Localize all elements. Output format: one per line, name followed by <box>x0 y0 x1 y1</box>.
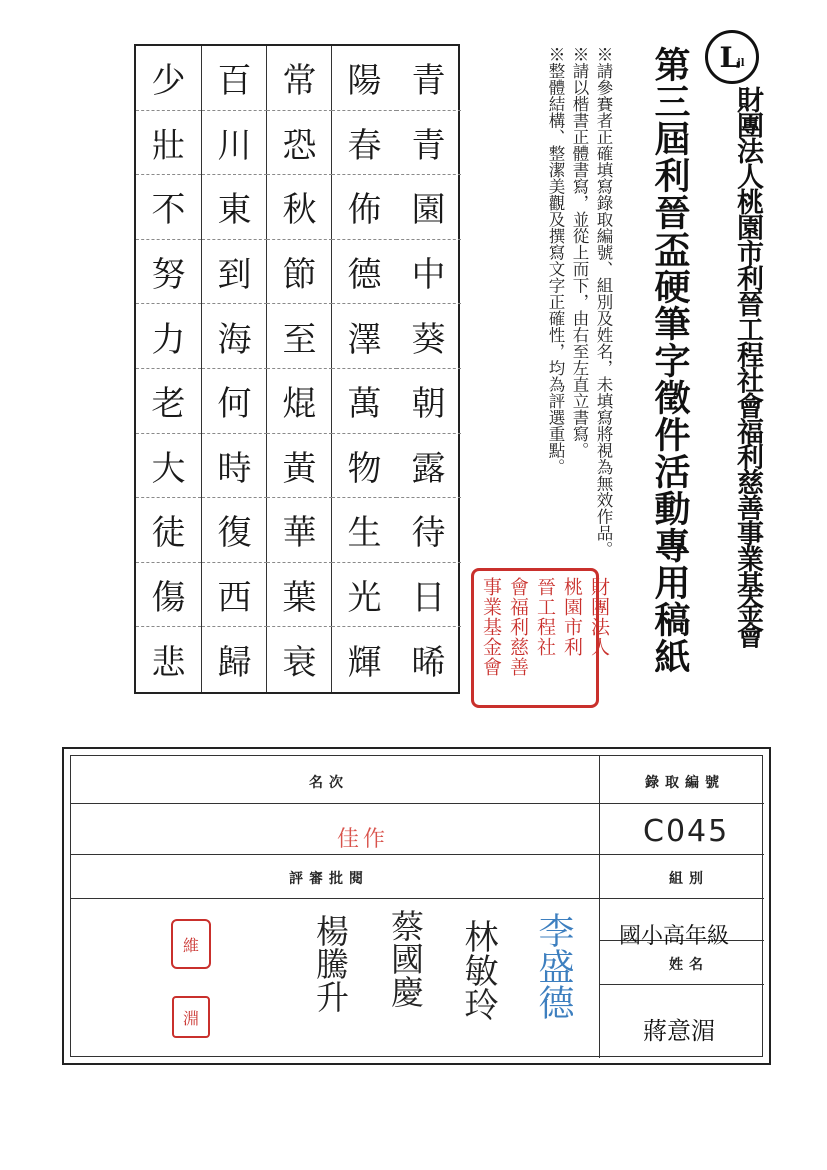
result-table <box>62 747 771 1065</box>
grid-character: 百 <box>202 46 267 111</box>
grid-character: 至 <box>267 304 332 369</box>
instructions <box>543 46 615 558</box>
grid-character: 德 <box>332 240 397 305</box>
grid-character: 東 <box>202 175 267 240</box>
instruction-2: ※請以楷書正體書寫，並從上而下，由右至左直立書寫。 <box>570 46 589 459</box>
grid-character: 黃 <box>267 434 332 499</box>
grid-character: 西 <box>202 563 267 628</box>
grid-character: 晞 <box>411 643 446 684</box>
grid-character: 露 <box>396 434 461 499</box>
grid-character: 恐 <box>267 111 332 176</box>
judge-signature-2: 蔡國慶 <box>386 909 425 1008</box>
name-label: 姓名 <box>669 957 709 973</box>
foundation-logo <box>705 30 759 84</box>
grid-character: 光 <box>332 563 397 628</box>
code-value: C045 <box>643 814 730 849</box>
grid-character: 物 <box>332 434 397 499</box>
grid-character: 朝 <box>396 369 461 434</box>
grid-character: 秋 <box>267 175 332 240</box>
grid-character: 海 <box>202 304 267 369</box>
organization-seal <box>471 568 610 708</box>
grid-character: 青 <box>396 111 461 176</box>
grid-column <box>136 46 201 692</box>
judge-signature-4: 李盛德 <box>533 912 574 1020</box>
grid-character: 努 <box>136 240 201 305</box>
grid-character: 澤 <box>332 304 397 369</box>
seal-text-1: 財團法人 <box>588 577 610 657</box>
grid-column <box>201 46 266 692</box>
grid-character: 待 <box>396 498 461 563</box>
grid-character: 衰 <box>282 643 317 684</box>
grid-character: 不 <box>136 175 201 240</box>
grid-character: 春 <box>332 111 397 176</box>
code-label: 錄取編號 <box>645 775 725 791</box>
grid-character: 徒 <box>136 498 201 563</box>
grid-character: 少 <box>136 46 201 111</box>
grid-character: 青 <box>396 46 461 111</box>
grid-character: 葉 <box>267 563 332 628</box>
grid-character: 輝 <box>347 643 382 684</box>
grid-character: 壯 <box>136 111 201 176</box>
rank-label: 名次 <box>309 775 349 791</box>
grid-character: 到 <box>202 240 267 305</box>
grid-character: 常 <box>267 46 332 111</box>
grid-character: 力 <box>136 304 201 369</box>
grid-column <box>266 46 331 692</box>
logo-sub: jl <box>737 58 745 69</box>
grid-character: 大 <box>136 434 201 499</box>
seal-text-4: 會福利慈善 <box>507 577 529 677</box>
grid-character: 園 <box>396 175 461 240</box>
rank-value: 佳作 <box>337 827 390 852</box>
grid-character: 節 <box>267 240 332 305</box>
logo-letter: L <box>719 40 740 74</box>
name-value: 蔣意湄 <box>643 1017 715 1045</box>
grid-character: 佈 <box>332 175 397 240</box>
judge-signature-1: 楊騰升 <box>311 914 350 1013</box>
instruction-1: ※請參賽者正確填寫錄取編號、組別及姓名，未填寫將視為無效作品。 <box>594 46 613 558</box>
seal-text-3: 晉工程社 <box>534 577 556 657</box>
seal-text-2: 桃園市利 <box>561 577 583 657</box>
grid-character: 復 <box>202 498 267 563</box>
grid-character: 時 <box>202 434 267 499</box>
seal-text-5: 事業基金會 <box>480 577 502 677</box>
grid-column <box>331 46 396 692</box>
grid-character: 歸 <box>217 643 252 684</box>
grid-column <box>396 46 461 692</box>
grid-character: 萬 <box>332 369 397 434</box>
judge-chop-2: 淵 <box>172 996 210 1038</box>
grid-character: 葵 <box>396 304 461 369</box>
grid-character: 傷 <box>136 563 201 628</box>
instruction-3: ※整體結構、整潔美觀及撰寫文字正確性，均為評選重點。 <box>546 46 565 475</box>
grid-character: 陽 <box>332 46 397 111</box>
judge-chop-1: 維 <box>171 919 211 969</box>
grid-character: 生 <box>332 498 397 563</box>
grid-character: 何 <box>202 369 267 434</box>
grid-character: 川 <box>202 111 267 176</box>
grid-character: 老 <box>136 369 201 434</box>
review-label: 評審批閱 <box>289 871 369 887</box>
judge-signature-3: 林敏玲 <box>458 919 498 1021</box>
foundation-name: 財團法人桃園市利晉工程社會福利慈善事業基金會 <box>732 86 763 647</box>
grid-character: 焜 <box>267 369 332 434</box>
grid-character: 華 <box>267 498 332 563</box>
grid-character: 日 <box>396 563 461 628</box>
page-title: 第三屆利晉盃硬筆字徵件活動專用稿紙 <box>649 46 691 675</box>
grid-character: 悲 <box>151 643 186 684</box>
writing-grid <box>134 44 460 694</box>
grid-character: 中 <box>396 240 461 305</box>
group-value: 國小高年級 <box>619 924 730 949</box>
group-label: 組別 <box>669 871 709 887</box>
